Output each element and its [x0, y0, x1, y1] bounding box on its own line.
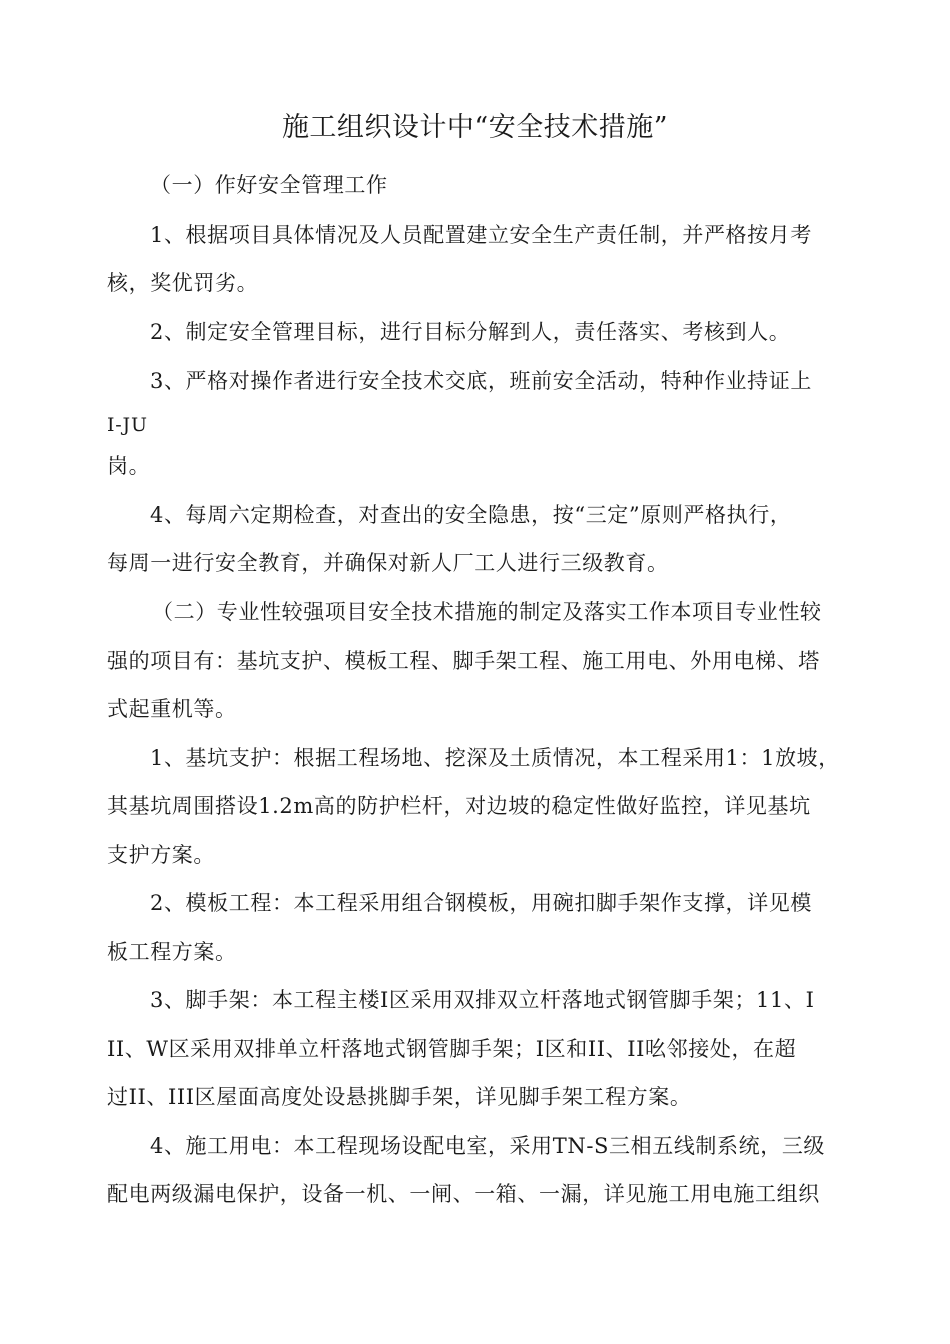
paragraph-line: 3、脚手架：本工程主楼I区采用双排双立杆落地式钢管脚手架；11、I: [150, 988, 815, 1012]
section-heading-1: （一）作好安全管理工作: [150, 173, 388, 197]
paragraph-line: 4、施工用电：本工程现场设配电室，采用TN-S三相五线制系统，三级: [150, 1134, 826, 1158]
paragraph-line: 核，奖优罚劣。: [107, 271, 259, 295]
paragraph-line: 1、基坑支护：根据工程场地、挖深及土质情况，本工程采用1：1放坡，: [150, 746, 840, 770]
page-title: 施工组织设计中“安全技术措施”: [281, 112, 669, 143]
paragraph-line: 强的项目有：基坑支护、模板工程、脚手架工程、施工用电、外用电梯、塔: [107, 649, 820, 673]
paragraph-line: 2、制定安全管理目标，进行目标分解到人，责任落实、考核到人。: [150, 320, 791, 344]
paragraph-line: 式起重机等。: [107, 697, 237, 721]
paragraph-line: 3、严格对操作者进行安全技术交底，班前安全活动，特种作业持证上: [150, 369, 812, 393]
paragraph-line: 过II、III区屋面高度处设悬挑脚手架，详见脚手架工程方案。: [107, 1085, 692, 1109]
paragraph-line: 岗。: [107, 454, 151, 478]
ocr-artifact-text: I-JU: [107, 414, 148, 436]
section-heading-2: （二）专业性较强项目安全技术措施的制定及落实工作本项目专业性较: [152, 600, 822, 624]
paragraph-line: 配电两级漏电保护，设备一机、一闸、一箱、一漏，详见施工用电施工组织: [107, 1182, 820, 1206]
paragraph-line: 2、模板工程：本工程采用组合钢模板，用碗扣脚手架作支撑，详见模: [150, 891, 812, 915]
paragraph-line: 1、根据项目具体情况及人员配置建立安全生产责任制，并严格按月考: [150, 223, 812, 247]
paragraph-line: 其基坑周围搭设1.2m高的防护栏杆，对边坡的稳定性做好监控，详见基坑: [107, 794, 811, 818]
paragraph-line: II、W区采用双排单立杆落地式钢管脚手架；I区和II、II吆邻接处，在超: [107, 1037, 797, 1061]
paragraph-line: 每周一进行安全教育，并确保对新人厂工人进行三级教育。: [107, 551, 669, 575]
paragraph-line: 支护方案。: [107, 843, 215, 867]
paragraph-line: 4、每周六定期检查，对查出的安全隐患，按“三定”原则严格执行，: [150, 503, 792, 527]
paragraph-line: 板工程方案。: [107, 940, 237, 964]
